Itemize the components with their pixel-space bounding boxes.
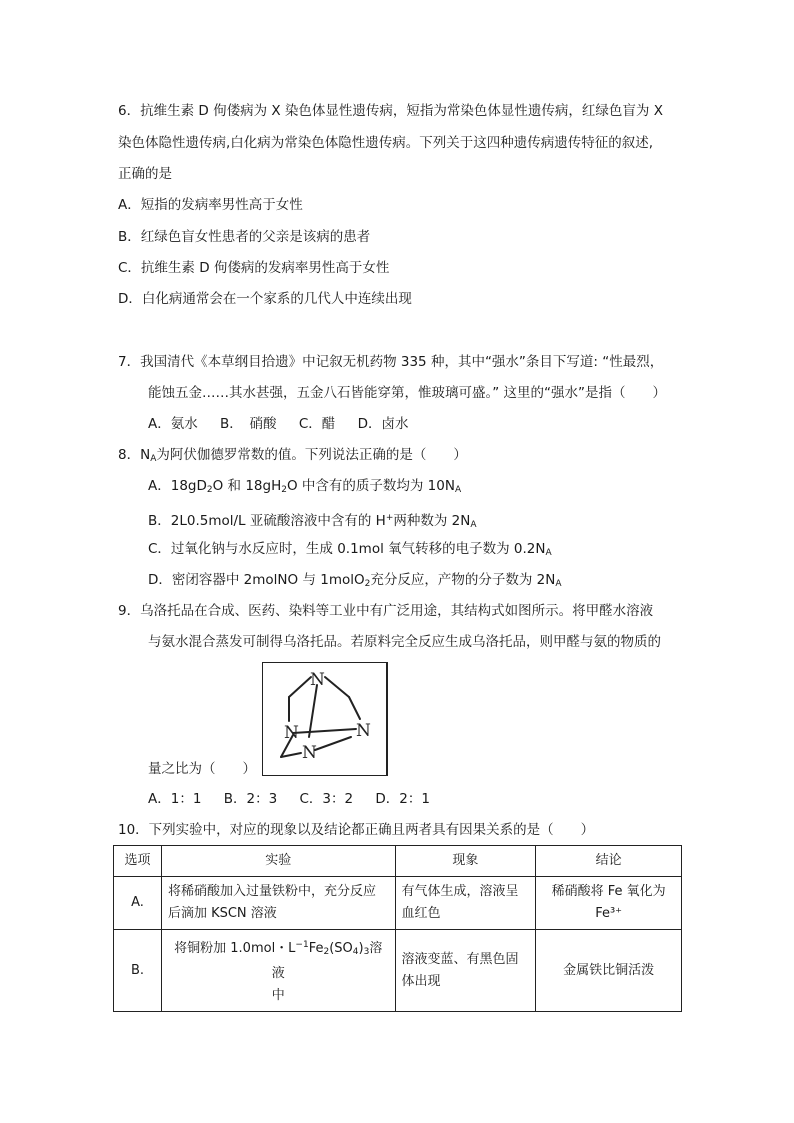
experiment-text: 后滴加 KSCN 溶液 xyxy=(167,906,277,921)
q7-options xyxy=(148,414,427,434)
q10-stem: 10．下列实验中，对应的现象以及结论都正确且两者具有因果关系的是（ ） xyxy=(118,822,595,838)
experiment-text: 中 xyxy=(271,988,285,1003)
q9-option-b: B．2：3 xyxy=(223,791,278,807)
phenomenon-text: 有气体生成，溶液呈 xyxy=(401,884,519,899)
exp-part: Fe xyxy=(308,941,324,956)
q8-c-sub: A xyxy=(545,548,552,558)
row-option: A. xyxy=(114,877,162,930)
conclusion-text: Fe³⁺ xyxy=(595,906,623,921)
q8-option-d xyxy=(148,570,562,594)
table-header-row xyxy=(114,846,682,877)
q7-option-d: D．卤水 xyxy=(357,416,409,432)
exp-sub: 4 xyxy=(352,947,359,957)
q9-option-d: D．2：1 xyxy=(375,791,430,807)
q8-c-text: C．过氧化钠与水反应时，生成 0.1mol 氧气转移的电子数为 0.2N xyxy=(148,541,546,557)
row-phenomenon xyxy=(395,877,536,930)
conclusion-text: 稀硝酸将 Fe 氧化为 xyxy=(551,884,666,899)
q8-d-sub: 2 xyxy=(364,579,371,589)
q7-stem-line2: 能蚀五金……其水甚强，五金八石皆能穿第，惟玻璃可盛。” 这里的“强水”是指（ ） xyxy=(148,385,667,401)
q8-a-text: O 中含有的质子数均为 10N xyxy=(286,478,455,494)
q8-option-b xyxy=(148,508,477,535)
row-experiment xyxy=(161,930,395,1012)
q9-option-a: A．1：1 xyxy=(148,791,202,807)
conclusion-text: 金属铁比铜活泼 xyxy=(563,962,655,978)
q9-stem-line2: 与氨水混合蒸发可制得乌洛托品。若原料完全反应生成乌洛托品，则甲醛与氨的物质的 xyxy=(148,634,661,650)
q6-stem-line2: 染色体隐性遗传病,白化病为常染色体隐性遗传病。下列关于这四种遗传病遗传特征的叙述, xyxy=(118,135,654,151)
q8-b-sup: + xyxy=(385,513,394,523)
hexamine-structure-diagram xyxy=(263,663,386,775)
exp-sub: 3 xyxy=(363,947,370,957)
q8-stem-part: 为阿伏伽德罗常数的值。下列说法正确的是（ ） xyxy=(156,447,467,463)
q8-stem xyxy=(118,445,467,469)
q8-d-sub: A xyxy=(555,579,562,589)
q8-a-sub: A xyxy=(454,485,462,495)
experiment-text: 将稀硝酸加入过量铁粉中，充分反应 xyxy=(167,884,376,899)
row-phenomenon xyxy=(395,930,536,1012)
q8-a-sub: 2 xyxy=(281,485,287,495)
exp-part: 将铜粉加 1.0mol・L xyxy=(174,941,296,956)
q8-b-sub: A xyxy=(470,520,477,530)
phenomenon-text: 血红色 xyxy=(401,906,441,921)
table-row xyxy=(114,877,682,930)
q8-option-c xyxy=(148,539,552,563)
q7-option-a: A．氨水 xyxy=(148,416,198,432)
nitrogen-atom-label: N xyxy=(284,723,299,743)
experiment-text xyxy=(168,934,389,985)
q9-stem-line3: 量之比为（ ） xyxy=(148,761,256,777)
q8-option-a xyxy=(148,476,461,500)
header-phenomenon: 现象 xyxy=(395,846,536,877)
q7-option-c: C．醋 xyxy=(298,416,336,432)
q6-option-c: C．抗维生素 D 佝偻病的发病率男性高于女性 xyxy=(118,260,390,276)
q8-b-text: B．2L0.5mol/L 亚硫酸溶液中含有的 H xyxy=(148,513,386,529)
q9-options xyxy=(148,789,448,809)
exp-part: ) xyxy=(358,941,364,956)
nitrogen-atom-label: N xyxy=(310,670,325,690)
q6-stem-line3: 正确的是 xyxy=(118,166,172,182)
q8-b-text: 两种数为 2N xyxy=(393,513,471,529)
q8-d-text: D．密闭容器中 2molNO 与 1molO xyxy=(148,572,365,588)
row-conclusion xyxy=(536,930,682,1012)
q6-option-d: D．白化病通常会在一个家系的几代人中连续出现 xyxy=(118,291,412,307)
nitrogen-atom-label: N xyxy=(356,721,371,741)
q8-d-text: 充分反应，产物的分子数为 2N xyxy=(370,572,556,588)
q9-option-c: C．3：2 xyxy=(299,791,354,807)
q6-option-b: B．红绿色盲女性患者的父亲是该病的患者 xyxy=(118,229,371,245)
exp-sub: 2 xyxy=(323,947,330,957)
q8-stem-sub: A xyxy=(150,454,157,464)
q8-a-text: O 和 18gH xyxy=(212,478,282,494)
header-option: 选项 xyxy=(114,846,162,877)
phenomenon-text: 体出现 xyxy=(401,973,441,989)
row-experiment xyxy=(161,877,395,930)
q8-a-text: A．18gD xyxy=(148,478,207,494)
header-conclusion: 结论 xyxy=(536,846,682,877)
exp-sup: −1 xyxy=(295,940,309,950)
header-experiment: 实验 xyxy=(161,846,395,877)
table-row xyxy=(114,930,682,1012)
q7-option-b: B． 硝酸 xyxy=(220,416,277,432)
q8-stem-part: 8．N xyxy=(118,447,151,463)
q6-option-a: A．短指的发病率男性高于女性 xyxy=(118,197,303,213)
q7-stem-line1: 7．我国清代《本草纲目拾遗》中记叙无机药物 335 种，其中“强水”条目下写道: “性最烈， xyxy=(118,354,664,370)
exp-part: 溶液 xyxy=(271,941,383,981)
hexamine-structure-figure xyxy=(262,662,388,776)
q9-stem-line1: 9．乌洛托品在合成、医药、染料等工业中有广泛用途，其结构式如图所示。将甲醛水溶液 xyxy=(118,603,654,619)
row-option: B. xyxy=(114,930,162,1012)
exp-part: (SO xyxy=(329,941,353,956)
experiment-table xyxy=(113,845,682,1012)
phenomenon-text: 溶液变蓝、有黑色固 xyxy=(401,951,519,967)
q6-stem-line1: 6．抗维生素 D 佝偻病为 X 染色体显性遗传病，短指为常染色体显性遗传病，红绿色盲为 X xyxy=(118,103,663,119)
nitrogen-atom-label: N xyxy=(302,743,317,763)
q8-a-sub: 2 xyxy=(206,485,213,495)
row-conclusion xyxy=(536,877,682,930)
